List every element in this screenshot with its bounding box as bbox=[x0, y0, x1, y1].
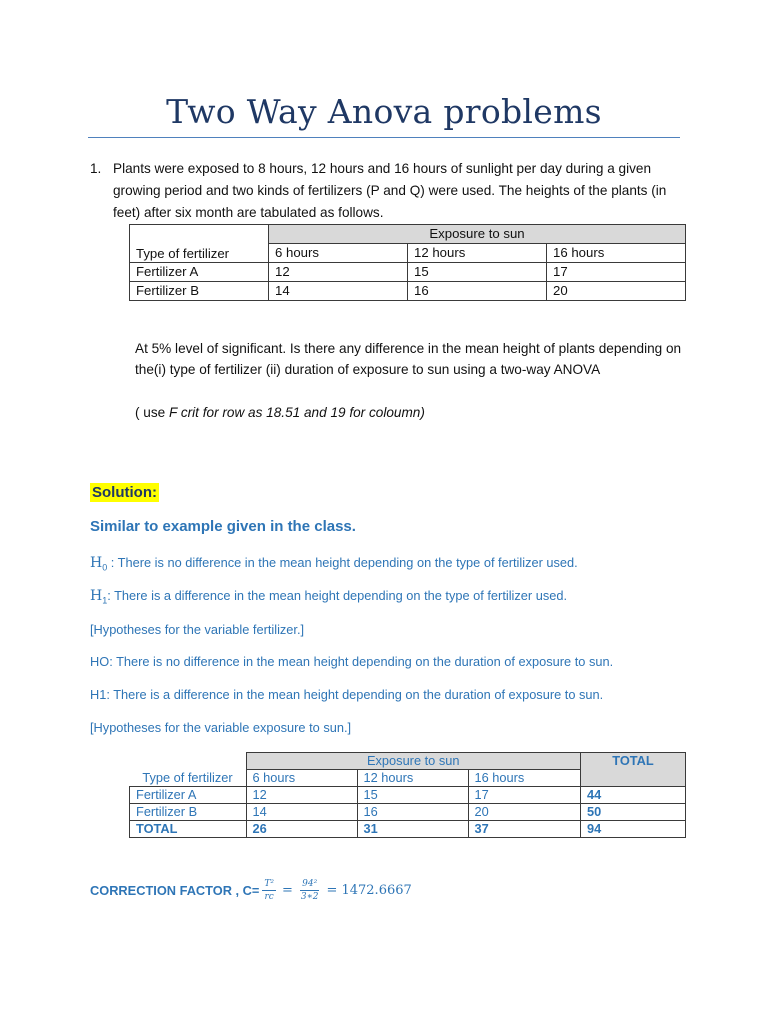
column-header: 6 hours bbox=[246, 770, 357, 787]
table-cell: 17 bbox=[468, 787, 581, 804]
column-header: 16 hours bbox=[547, 244, 686, 263]
correction-factor bbox=[90, 872, 415, 908]
row-label-header: Type of fertilizer bbox=[130, 225, 269, 263]
f-crit-prefix: ( use bbox=[135, 405, 169, 420]
h-symbol: H bbox=[90, 588, 103, 604]
table-cell: 26 bbox=[246, 821, 357, 838]
row-label-header: Type of fertilizer bbox=[130, 753, 247, 787]
question-number: 1. bbox=[90, 161, 102, 176]
page-title: Two Way Anova problems bbox=[166, 92, 602, 131]
table-cell: 15 bbox=[357, 787, 468, 804]
h-subscript: 1 bbox=[102, 595, 108, 606]
table-row bbox=[130, 821, 686, 838]
hypotheses-note-sun: [Hypotheses for the variable exposure to sun.] bbox=[90, 720, 352, 735]
table-cell: 12 bbox=[246, 787, 357, 804]
question-1 bbox=[90, 158, 690, 224]
group-header: Exposure to sun bbox=[246, 753, 581, 770]
table-cell: 16 bbox=[408, 282, 547, 301]
table-row bbox=[130, 804, 686, 821]
hypothesis-text: : There is a difference in the mean height depending on the type of fertilizer used. bbox=[107, 588, 568, 603]
h-subscript: 0 bbox=[102, 562, 108, 573]
fraction-formula bbox=[262, 878, 276, 903]
f-crit-note bbox=[135, 402, 695, 423]
table-row bbox=[130, 787, 686, 804]
group-header: Exposure to sun bbox=[269, 225, 686, 244]
table-row bbox=[130, 263, 686, 282]
hypothesis-h0-fertilizer bbox=[90, 555, 730, 573]
table-cell: 12 bbox=[269, 263, 408, 282]
denominator: 3∗2 bbox=[300, 891, 319, 902]
data-table bbox=[129, 224, 686, 301]
row-label: Fertilizer A bbox=[130, 263, 269, 282]
table-cell: 16 bbox=[357, 804, 468, 821]
hypotheses-note-fertilizer: [Hypotheses for the variable fertilizer.] bbox=[90, 622, 305, 637]
table-cell: 20 bbox=[547, 282, 686, 301]
hypothesis-h0-sun: HO: There is no difference in the mean height depending on the duration of exposure to sun. bbox=[90, 654, 614, 669]
h-symbol: H bbox=[90, 555, 103, 571]
row-total: 50 bbox=[581, 804, 686, 821]
numerator: T² bbox=[264, 878, 274, 889]
hypothesis-h1-fertilizer bbox=[90, 588, 730, 606]
grand-total: 94 bbox=[581, 821, 686, 838]
similar-note: Similar to example given in the class. bbox=[90, 518, 356, 535]
question-text: Plants were exposed to 8 hours, 12 hours and 16 hours of sunlight per day during a given growing period and two kinds of fertilizers (P and Q) were used. The heights of the plants (in feet) after six month are tabulated as follows. bbox=[113, 161, 667, 220]
row-label: TOTAL bbox=[130, 821, 247, 838]
table-cell: 15 bbox=[408, 263, 547, 282]
correction-factor-result: = 1472.6667 bbox=[326, 882, 412, 898]
table-cell: 14 bbox=[246, 804, 357, 821]
table-cell: 31 bbox=[357, 821, 468, 838]
row-total: 44 bbox=[581, 787, 686, 804]
fraction-values bbox=[299, 878, 321, 903]
column-header: 12 hours bbox=[408, 244, 547, 263]
correction-factor-label: CORRECTION FACTOR , C= bbox=[90, 882, 260, 898]
numerator: 94² bbox=[302, 878, 318, 889]
row-label: Fertilizer B bbox=[130, 804, 247, 821]
solution-label: Solution: bbox=[92, 484, 157, 501]
denominator: rc bbox=[264, 891, 274, 902]
total-header: TOTAL bbox=[581, 753, 686, 787]
table-row bbox=[130, 282, 686, 301]
column-header: 6 hours bbox=[269, 244, 408, 263]
hypothesis-text: : There is no difference in the mean height depending on the type of fertilizer used. bbox=[107, 555, 578, 570]
row-label: Fertilizer B bbox=[130, 282, 269, 301]
f-crit-values: F crit for row as 18.51 and 19 for coloumn) bbox=[169, 405, 425, 420]
column-header: 16 hours bbox=[468, 770, 581, 787]
equals-sign: = bbox=[281, 882, 293, 898]
hypothesis-h1-sun: H1: There is a difference in the mean height depending on the duration of exposure to sun. bbox=[90, 687, 604, 702]
row-label: Fertilizer A bbox=[130, 787, 247, 804]
table-cell: 14 bbox=[269, 282, 408, 301]
table-cell: 17 bbox=[547, 263, 686, 282]
totals-table bbox=[129, 752, 686, 838]
table-cell: 20 bbox=[468, 804, 581, 821]
title-divider bbox=[88, 137, 680, 138]
table-cell: 37 bbox=[468, 821, 581, 838]
problem-statement: At 5% level of significant. Is there any difference in the mean height of plants depending on the(i) type of fertilizer (ii) duration of exposure to sun using a two-way ANOVA bbox=[135, 341, 682, 377]
column-header: 12 hours bbox=[357, 770, 468, 787]
